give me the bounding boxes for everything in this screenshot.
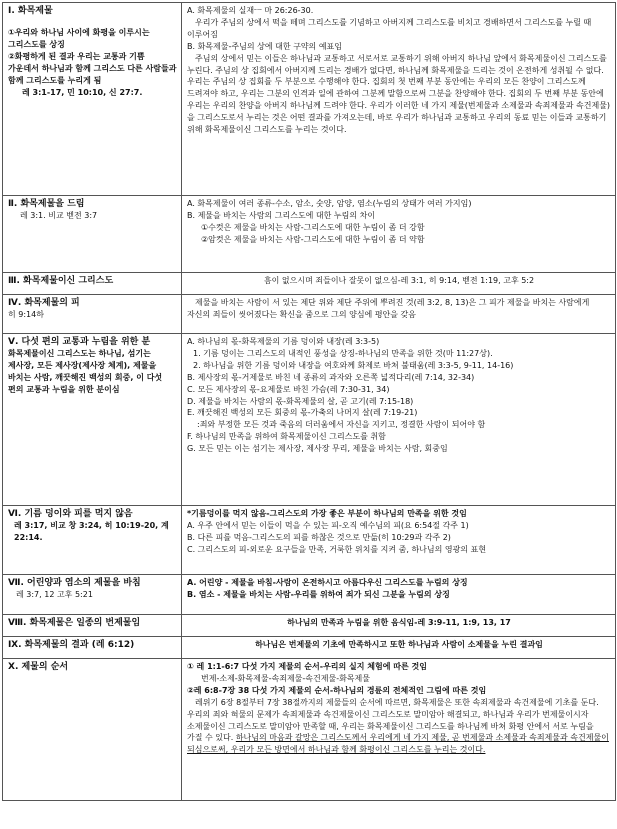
row-8-right [182, 615, 616, 637]
section-reference: 레 3:7, 12 고후 5:21 [16, 590, 93, 599]
table-row [3, 506, 616, 575]
table-row [3, 334, 616, 506]
list-item: D. 제물을 바치는 사람의 몫-화목제물의 살, 곧 고기(레 7:15-18) [187, 396, 414, 406]
row-2-right [182, 196, 616, 273]
list-item: 2. 하나님을 위한 기름 덩이와 내장을 여호와께 화제로 바쳐 불태움(레 3:3-5, 9-11, 14-16) [193, 360, 514, 370]
table-row [3, 615, 616, 637]
section-heading: Ⅳ. 화목제물의 피 [8, 298, 80, 308]
row-4-left [3, 295, 182, 334]
row-6-left [3, 506, 182, 575]
row-3-right [182, 273, 616, 295]
item-title: B. 화목제물-주님의 상에 대한 구약의 예표임 [187, 41, 343, 51]
section-heading: Ⅹ. 제물의 순서 [8, 662, 69, 672]
list-item: B. 제물을 바치는 사람의 그리스도에 대한 누림의 차이 [187, 210, 376, 220]
section-heading: Ⅷ. 화목제물은 일종의 번제물임 [8, 618, 141, 628]
table-row [3, 3, 616, 196]
row-2-left [3, 196, 182, 273]
list-item: B. 제사장의 몫-거제물로 바친 네 종류의 과자와 오른쪽 넓적다리(레 7:14, 32-34) [187, 372, 475, 382]
list-item: :죄와 부정한 모든 것과 죽음의 더러움에서 자신을 지키고, 정결한 사람이 되어야 함 [197, 420, 486, 430]
row-5-left [3, 334, 182, 506]
row-9-left [3, 637, 182, 659]
row-10-left [3, 659, 182, 801]
table-row [3, 196, 616, 273]
list-item: ①수컷은 제물을 바치는 사람-그리스도에 대한 누림이 좀 더 강함 [201, 222, 425, 232]
list-item: A. 어린양 - 제물을 바침-사람이 온전하시고 아름다우신 그리스도를 누림의 상징 [187, 578, 468, 587]
list-item: B. 다른 피를 먹음-그리스도의 피를 하찮은 것으로 만듦(히 10:29과 각주 2) [187, 532, 451, 542]
row-4-right [182, 295, 616, 334]
item-body: 제물을 바치는 사람이 서 있는 제단 위와 제단 주위에 뿌려진 것(레 3:2, 8, 13)은 그 피가 제물을 바치는 사람에게 자신의 죄들이 씻어졌다는 확신을 줌으로 그의 양심에 평안을 갖음 [187, 298, 590, 319]
section-heading: Ⅴ. 다섯 편의 교통과 누림을 위한 분 [8, 337, 151, 347]
item-title: ②레 6:8-7장 38 다섯 가지 제물의 순서-하나님의 경륜의 전체적인 그림에 따른 것임 [187, 685, 487, 695]
item-body-text: 레위기 6장 8절부터 7장 38절까지의 제물들의 순서에 따르면, 화목제물은 또한 속죄제물과 속건제물에 기초를 둔다. 우리의 죄와 혀물의 문제가 속죄제물과 속건제물이신 그리스도로 말미암아 해결되고, 하나님과 우리가 번제물이시자 소제물이신 그리스도로 말미암아 만족할 때, 우리는 화목제물이신 그리스도를 하나님께 바쳐 화평 안에서 서로 누림을 가질 수 있다. [187, 697, 599, 743]
list-item: A. 화목제물이 여러 종류-수소, 암소, 숫양, 암양, 염소(누림의 상태가 여러 가지임) [187, 199, 472, 208]
section-reference: 히 9:14하 [8, 310, 44, 319]
item-body: 우리가 주님의 상에서 떡을 떼며 그리스도를 기념하고 아버지께 그리스도를 비치고 경배하면서 그리스도를 누릴 때 이루어짐 [187, 17, 592, 39]
row-3-left [3, 273, 182, 295]
section-heading: Ⅲ. 화목제물이신 그리스도 [8, 276, 114, 286]
row-10-right [182, 659, 616, 801]
section-note: ②화평하게 된 결과 우리는 교통과 기쁨 가운데서 하나님과 함께 그리스도 다른 사람들과 함께 그리스도를 누리게 됨 [8, 51, 177, 85]
table-row [3, 637, 616, 659]
list-item: B. 염소 - 제물을 바치는 사람-우리를 위하여 죄가 되신 그분을 누림의 상징 [187, 589, 450, 599]
item-title: ① 레 1:1-6:7 다섯 가지 제물의 순서-우리의 실지 체험에 따른 것임 [187, 662, 427, 671]
section-reference: 레 3:1. 비교 벧전 3:7 [20, 211, 98, 220]
item-body: 하나님의 만족과 누림을 위한 음식임-레 3:9-11, 1:9, 13, 17 [287, 618, 511, 627]
section-note: 화목제물이신 그리스도는 하나님, 섬기는 제사장, 모든 제사장(제사장 체계), 제물을 바치는 사람, 깨끗해진 백성의 회중, 이 다섯 편의 교통과 누림을 위한 분이심 [8, 349, 163, 394]
row-7-left [3, 575, 182, 615]
row-8-left [3, 615, 182, 637]
section-heading: Ⅰ. 화목제물 [8, 6, 53, 16]
item-body: 흠이 없으시며 죄들이나 잘못이 없으심-레 3:1, 히 9:14, 벧전 1:19, 고후 5:2 [263, 276, 535, 285]
item-title: A. 화목제물의 실재ㅡ 마 26:26-30. [187, 6, 314, 15]
list-item: E. 깨끗해진 백성의 모든 회중의 몫-가축의 나머지 살(레 7:19-21) [187, 408, 418, 418]
section-heading: Ⅱ. 화목제물을 드림 [8, 199, 85, 209]
offering-summary-table [2, 2, 616, 801]
table-row [3, 575, 616, 615]
section-heading: Ⅵ. 기름 덩이와 피를 먹지 않음 [8, 509, 133, 519]
row-7-right [182, 575, 616, 615]
row-1-left [3, 3, 182, 196]
item-body: 하나님은 번제물의 기초에 만족하시고 또한 하나님과 사람이 소제물을 누린 결과임 [255, 640, 543, 649]
underlined-conclusion: 하나님의 마음과 갈망은 그리스도께서 우리에게 네 가지 제물, 곧 번제물과 소제물과 속죄제물과 속건제물이 되심으로써, 우리가 모든 방면에서 하나님과 함께 화평이신 그리스도를 누리는 것이다. [187, 733, 609, 755]
section-heading: Ⅸ. 화목제물의 결과 (레 6:12) [8, 640, 135, 650]
list-item: ②암컷은 제물을 바치는 사람-그리스도에 대한 누림이 좀 더 약함 [201, 234, 425, 244]
row-6-right [182, 506, 616, 575]
table-row [3, 295, 616, 334]
list-item: A. 우주 안에서 믿는 이들이 먹을 수 있는 피-오직 예수님의 피(요 6:54절 각주 1) [187, 520, 469, 530]
item-body: 주님의 상에서 믿는 이들은 하나님과 교통하고 서로서로 교통하기 위해 아버지 하나님 앞에서 화목제물이신 그리스도를 누린다. 주님의 상 집회에서 아버지께 드리는 경배가 없다면, 하나님께 화목제물을 드리는 것이 온전하게 성취될 수 없다. 우리는 주님의 상 집회를 두 부분으로 수행해야 한다. 집회의 첫 번째 부분 동안에는 우리의 모든 찬양이 그리스도께 드려져야 하고, 우리는 그분의 인격과 일에 관하여 그분께 말함으로써 그분을 찬양해야 한다. 집회의 두 번째 부분 동안에 우리는 우리의 찬양을 아버지 하나님께 드려야 한다. 우리가 이러한 네 가지 제물(번제물과 소제물과 속죄제물과 속건제물)을 그리스도로서 누리는 것은 어떤 결과를 가져오는데, 바로 우리가 하나님과 교통하고 우리의 동료 믿는 이들과 교통하기 위해 화목제물이신 그리스도를 누리는 것이다. [187, 53, 611, 135]
section-reference: 레 3:17, 비교 창 3:24, 히 10:19-20, 계 22:14. [14, 521, 169, 542]
list-item: C. 모든 제사장의 몫-요제물로 바친 가슴(레 7:30-31, 34) [187, 384, 390, 394]
section-reference: 레 3:1-17, 민 10:10, 신 27:7. [22, 87, 143, 97]
list-item: *기름덩이를 먹지 않음-그리스도의 가장 좋은 부분이 하나님의 만족을 위한 것임 [187, 509, 467, 518]
row-9-right [182, 637, 616, 659]
row-5-right [182, 334, 616, 506]
list-item: C. 그리스도의 피-외로운 요구들을 만족, 거룩한 위치를 지켜 줌, 하나님의 영광의 표현 [187, 544, 487, 554]
list-item: A. 하나님의 몫-화목제물의 기름 덩이와 내장(레 3:3-5) [187, 337, 380, 346]
row-1-right [182, 3, 616, 196]
item-body: 번제-소제-화목제물-속죄제물-속건제물-화목제물 [201, 673, 370, 683]
section-heading: Ⅶ. 어린양과 염소의 제물을 바침 [8, 578, 141, 588]
list-item: 1. 기름 덩이는 그리스도의 내적인 풍성을 상징-하나님의 만족을 위한 것(마 11:27상). [193, 348, 493, 358]
item-body [187, 697, 611, 757]
list-item: F. 하나님의 만족을 위하여 화목제물이신 그리스도를 취함 [187, 432, 386, 442]
section-note: ①우리와 하나님 사이에 화평을 이루시는 그리스도를 상징 [8, 28, 150, 49]
list-item: G. 모든 믿는 이는 섬기는 제사장, 제사장 무리, 제물을 바치는 사람, 회중임 [187, 444, 448, 454]
table-row [3, 659, 616, 801]
table-row [3, 273, 616, 295]
